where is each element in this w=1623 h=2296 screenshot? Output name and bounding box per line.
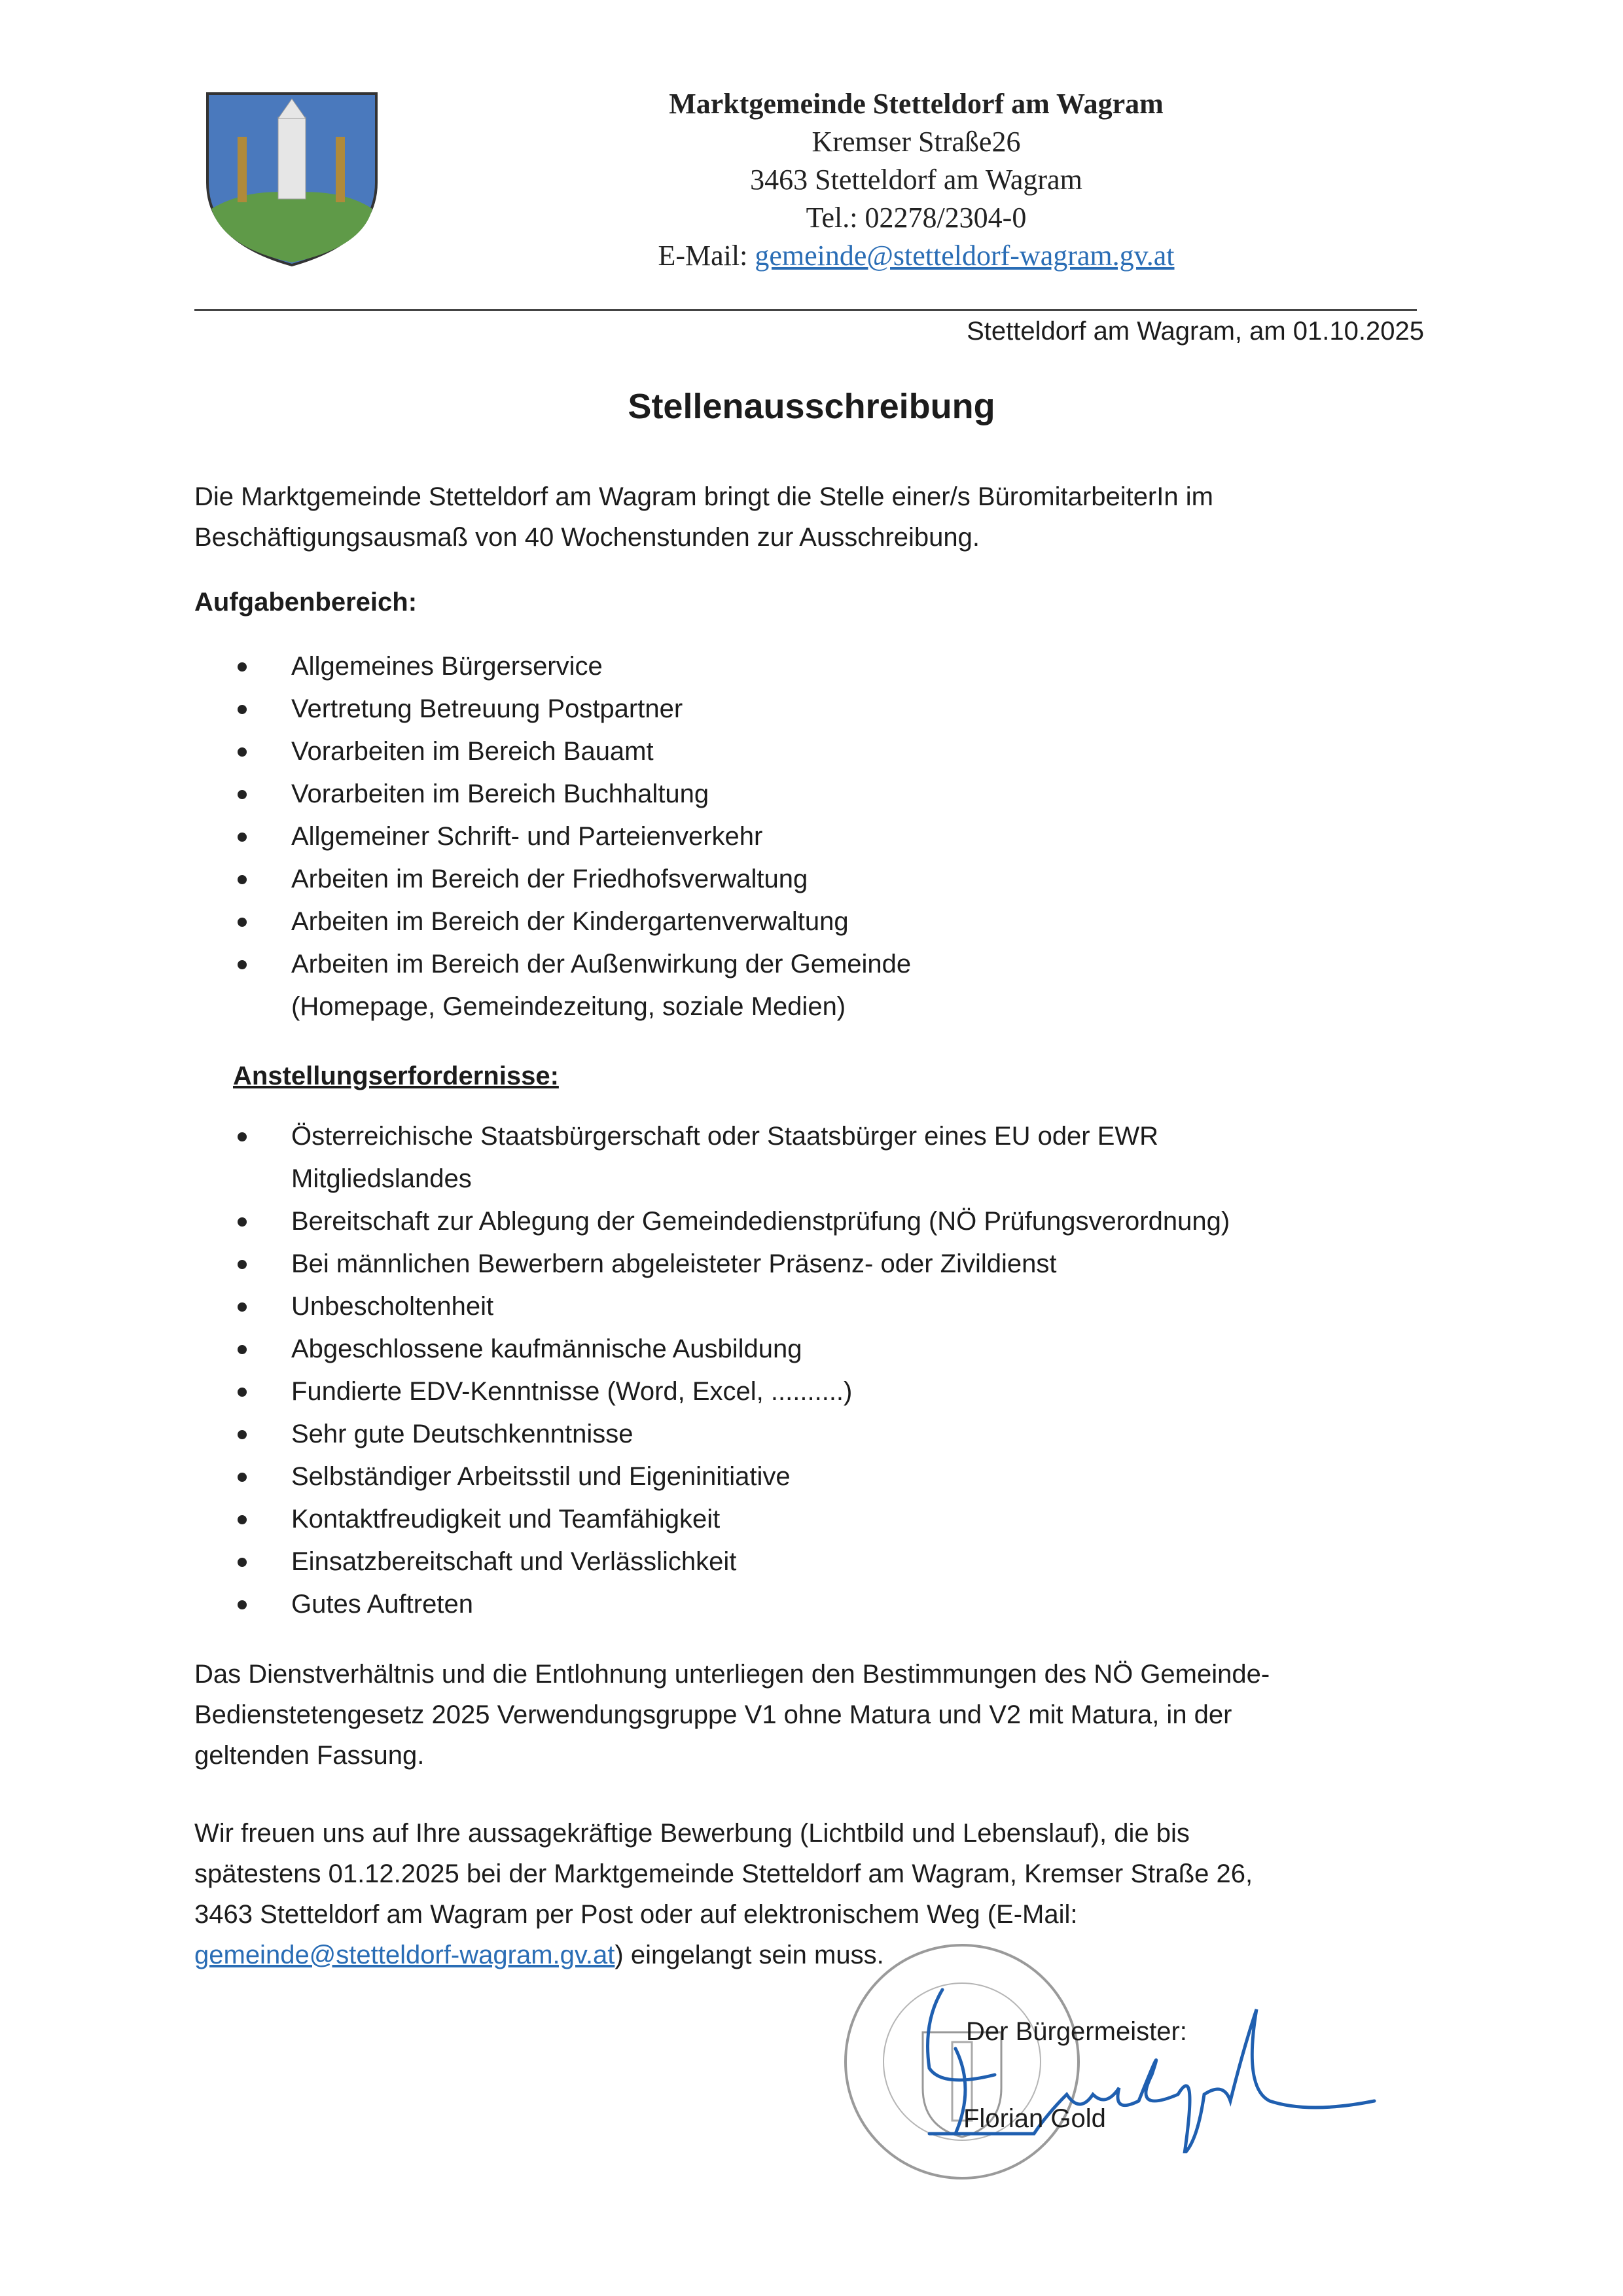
- list-item-text: Österreichische Staatsbürgerschaft oder Staatsbürger eines EU oder EWR: [291, 1122, 1159, 1151]
- bullet-icon: [238, 1345, 247, 1354]
- list-item: [194, 1115, 1438, 1200]
- coat-of-arms-icon: [205, 91, 379, 268]
- bullet-icon: [238, 1132, 247, 1141]
- text-line: ) eingelangt sein muss.: [615, 1941, 884, 1969]
- list-item-text: Mitgliedslandes: [291, 1164, 472, 1193]
- list-item-text: Arbeiten im Bereich der Außenwirkung der Gemeinde: [291, 950, 912, 978]
- intro-paragraph: [194, 476, 1438, 558]
- tasks-heading: Aufgabenbereich:: [194, 588, 418, 617]
- org-name: Marktgemeinde Stetteldorf am Wagram: [669, 88, 1164, 120]
- list-item-text: Kontaktfreudigkeit und Teamfähigkeit: [291, 1505, 721, 1534]
- text-line: geltenden Fassung.: [194, 1741, 425, 1770]
- bullet-icon: [238, 1217, 247, 1227]
- bullet-icon: [238, 875, 247, 884]
- bullet-icon: [238, 960, 247, 969]
- signer-name: Florian Gold: [963, 2104, 1106, 2133]
- list-item-text: Vorarbeiten im Bereich Bauamt: [291, 737, 654, 766]
- email-link[interactable]: gemeinde@stetteldorf-wagram.gv.at: [194, 1941, 615, 1969]
- list-item-text: Allgemeines Bürgerservice: [291, 652, 603, 681]
- text-line: spätestens 01.12.2025 bei der Marktgemeinde Stetteldorf am Wagram, Kremser Straße 26,: [194, 1859, 1253, 1888]
- list-item: [194, 773, 1438, 816]
- street: Kremser Straße26: [812, 126, 1021, 158]
- list-item: [194, 1456, 1438, 1498]
- divider: [194, 309, 1417, 311]
- list-item: [194, 1413, 1438, 1456]
- list-item: [194, 1541, 1438, 1583]
- text-line: Bedienstetengesetz 2025 Verwendungsgruppe V1 ohne Matura und V2 mit Matura, in der: [194, 1700, 1232, 1729]
- list-item: [194, 1498, 1438, 1541]
- list-item-text: Vertretung Betreuung Postpartner: [291, 694, 683, 723]
- list-item: [194, 688, 1438, 730]
- date-line: Stetteldorf am Wagram, am 01.10.2025: [967, 317, 1424, 346]
- list-item: [194, 645, 1438, 688]
- bullet-icon: [238, 662, 247, 672]
- letterhead: [563, 85, 1270, 275]
- phone: Tel.: 02278/2304-0: [806, 202, 1027, 234]
- bullet-icon: [238, 1515, 247, 1524]
- text-line: 3463 Stetteldorf am Wagram per Post oder auf elektronischem Weg (E-Mail:: [194, 1900, 1078, 1929]
- bullet-icon: [238, 1558, 247, 1567]
- list-item-text: Selbständiger Arbeitsstil und Eigeninitiative: [291, 1462, 791, 1491]
- list-item-text: Bei männlichen Bewerbern abgeleisteter Präsenz- oder Zivildienst: [291, 1249, 1057, 1278]
- list-item: [194, 730, 1438, 773]
- signature-role: Der Bürgermeister:: [966, 2017, 1187, 2046]
- bullet-icon: [238, 1430, 247, 1439]
- email-label: E-Mail:: [658, 240, 755, 272]
- list-item-text: Vorarbeiten im Bereich Buchhaltung: [291, 780, 709, 808]
- application-paragraph: [194, 1813, 1438, 1975]
- bullet-icon: [238, 790, 247, 799]
- list-item: [194, 943, 1438, 1028]
- text-line: Wir freuen uns auf Ihre aussagekräftige Bewerbung (Lichtbild und Lebenslauf), die bis: [194, 1819, 1190, 1848]
- list-item-text: Sehr gute Deutschkenntnisse: [291, 1420, 633, 1448]
- list-item-text: (Homepage, Gemeindezeitung, soziale Medien): [291, 992, 846, 1021]
- bullet-icon: [238, 1388, 247, 1397]
- bullet-icon: [238, 833, 247, 842]
- employment-paragraph: [194, 1654, 1438, 1776]
- email-link[interactable]: gemeinde@stetteldorf-wagram.gv.at: [755, 240, 1175, 272]
- text-line: Die Marktgemeinde Stetteldorf am Wagram bringt die Stelle einer/s BüromitarbeiterIn im: [194, 482, 1213, 511]
- list-item-text: Abgeschlossene kaufmännische Ausbildung: [291, 1335, 802, 1363]
- bullet-icon: [238, 747, 247, 757]
- bullet-icon: [238, 1473, 247, 1482]
- list-item: [194, 1285, 1438, 1328]
- list-item: [194, 816, 1438, 858]
- list-item: [194, 1200, 1438, 1243]
- bullet-icon: [238, 918, 247, 927]
- list-item-text: Arbeiten im Bereich der Kindergartenverwaltung: [291, 907, 849, 936]
- list-item: [194, 858, 1438, 901]
- list-item-text: Unbescholtenheit: [291, 1292, 494, 1321]
- bullet-icon: [238, 1260, 247, 1269]
- list-item: [194, 1583, 1438, 1626]
- list-item-text: Arbeiten im Bereich der Friedhofsverwaltung: [291, 865, 808, 893]
- list-item-text: Einsatzbereitschaft und Verlässlichkeit: [291, 1547, 737, 1576]
- requirements-list: [194, 1115, 1438, 1626]
- tasks-list: [194, 645, 1438, 1028]
- bullet-icon: [238, 1600, 247, 1609]
- list-item: [194, 901, 1438, 943]
- requirements-heading: Anstellungserfordernisse:: [233, 1062, 559, 1090]
- page-title: Stellenausschreibung: [628, 387, 995, 426]
- bullet-icon: [238, 705, 247, 714]
- list-item-text: Allgemeiner Schrift- und Parteienverkehr: [291, 822, 763, 851]
- text-line: Das Dienstverhältnis und die Entlohnung unterliegen den Bestimmungen des NÖ Gemeinde-: [194, 1660, 1270, 1689]
- bullet-icon: [238, 1302, 247, 1312]
- list-item: [194, 1328, 1438, 1371]
- text-line: Beschäftigungsausmaß von 40 Wochenstunden zur Ausschreibung.: [194, 523, 980, 552]
- list-item: [194, 1243, 1438, 1285]
- list-item-text: Gutes Auftreten: [291, 1590, 473, 1619]
- list-item-text: Fundierte EDV-Kenntnisse (Word, Excel, ..........): [291, 1377, 853, 1406]
- city: 3463 Stetteldorf am Wagram: [750, 164, 1082, 196]
- list-item: [194, 1371, 1438, 1413]
- list-item-text: Bereitschaft zur Ablegung der Gemeindedienstprüfung (NÖ Prüfungsverordnung): [291, 1207, 1230, 1236]
